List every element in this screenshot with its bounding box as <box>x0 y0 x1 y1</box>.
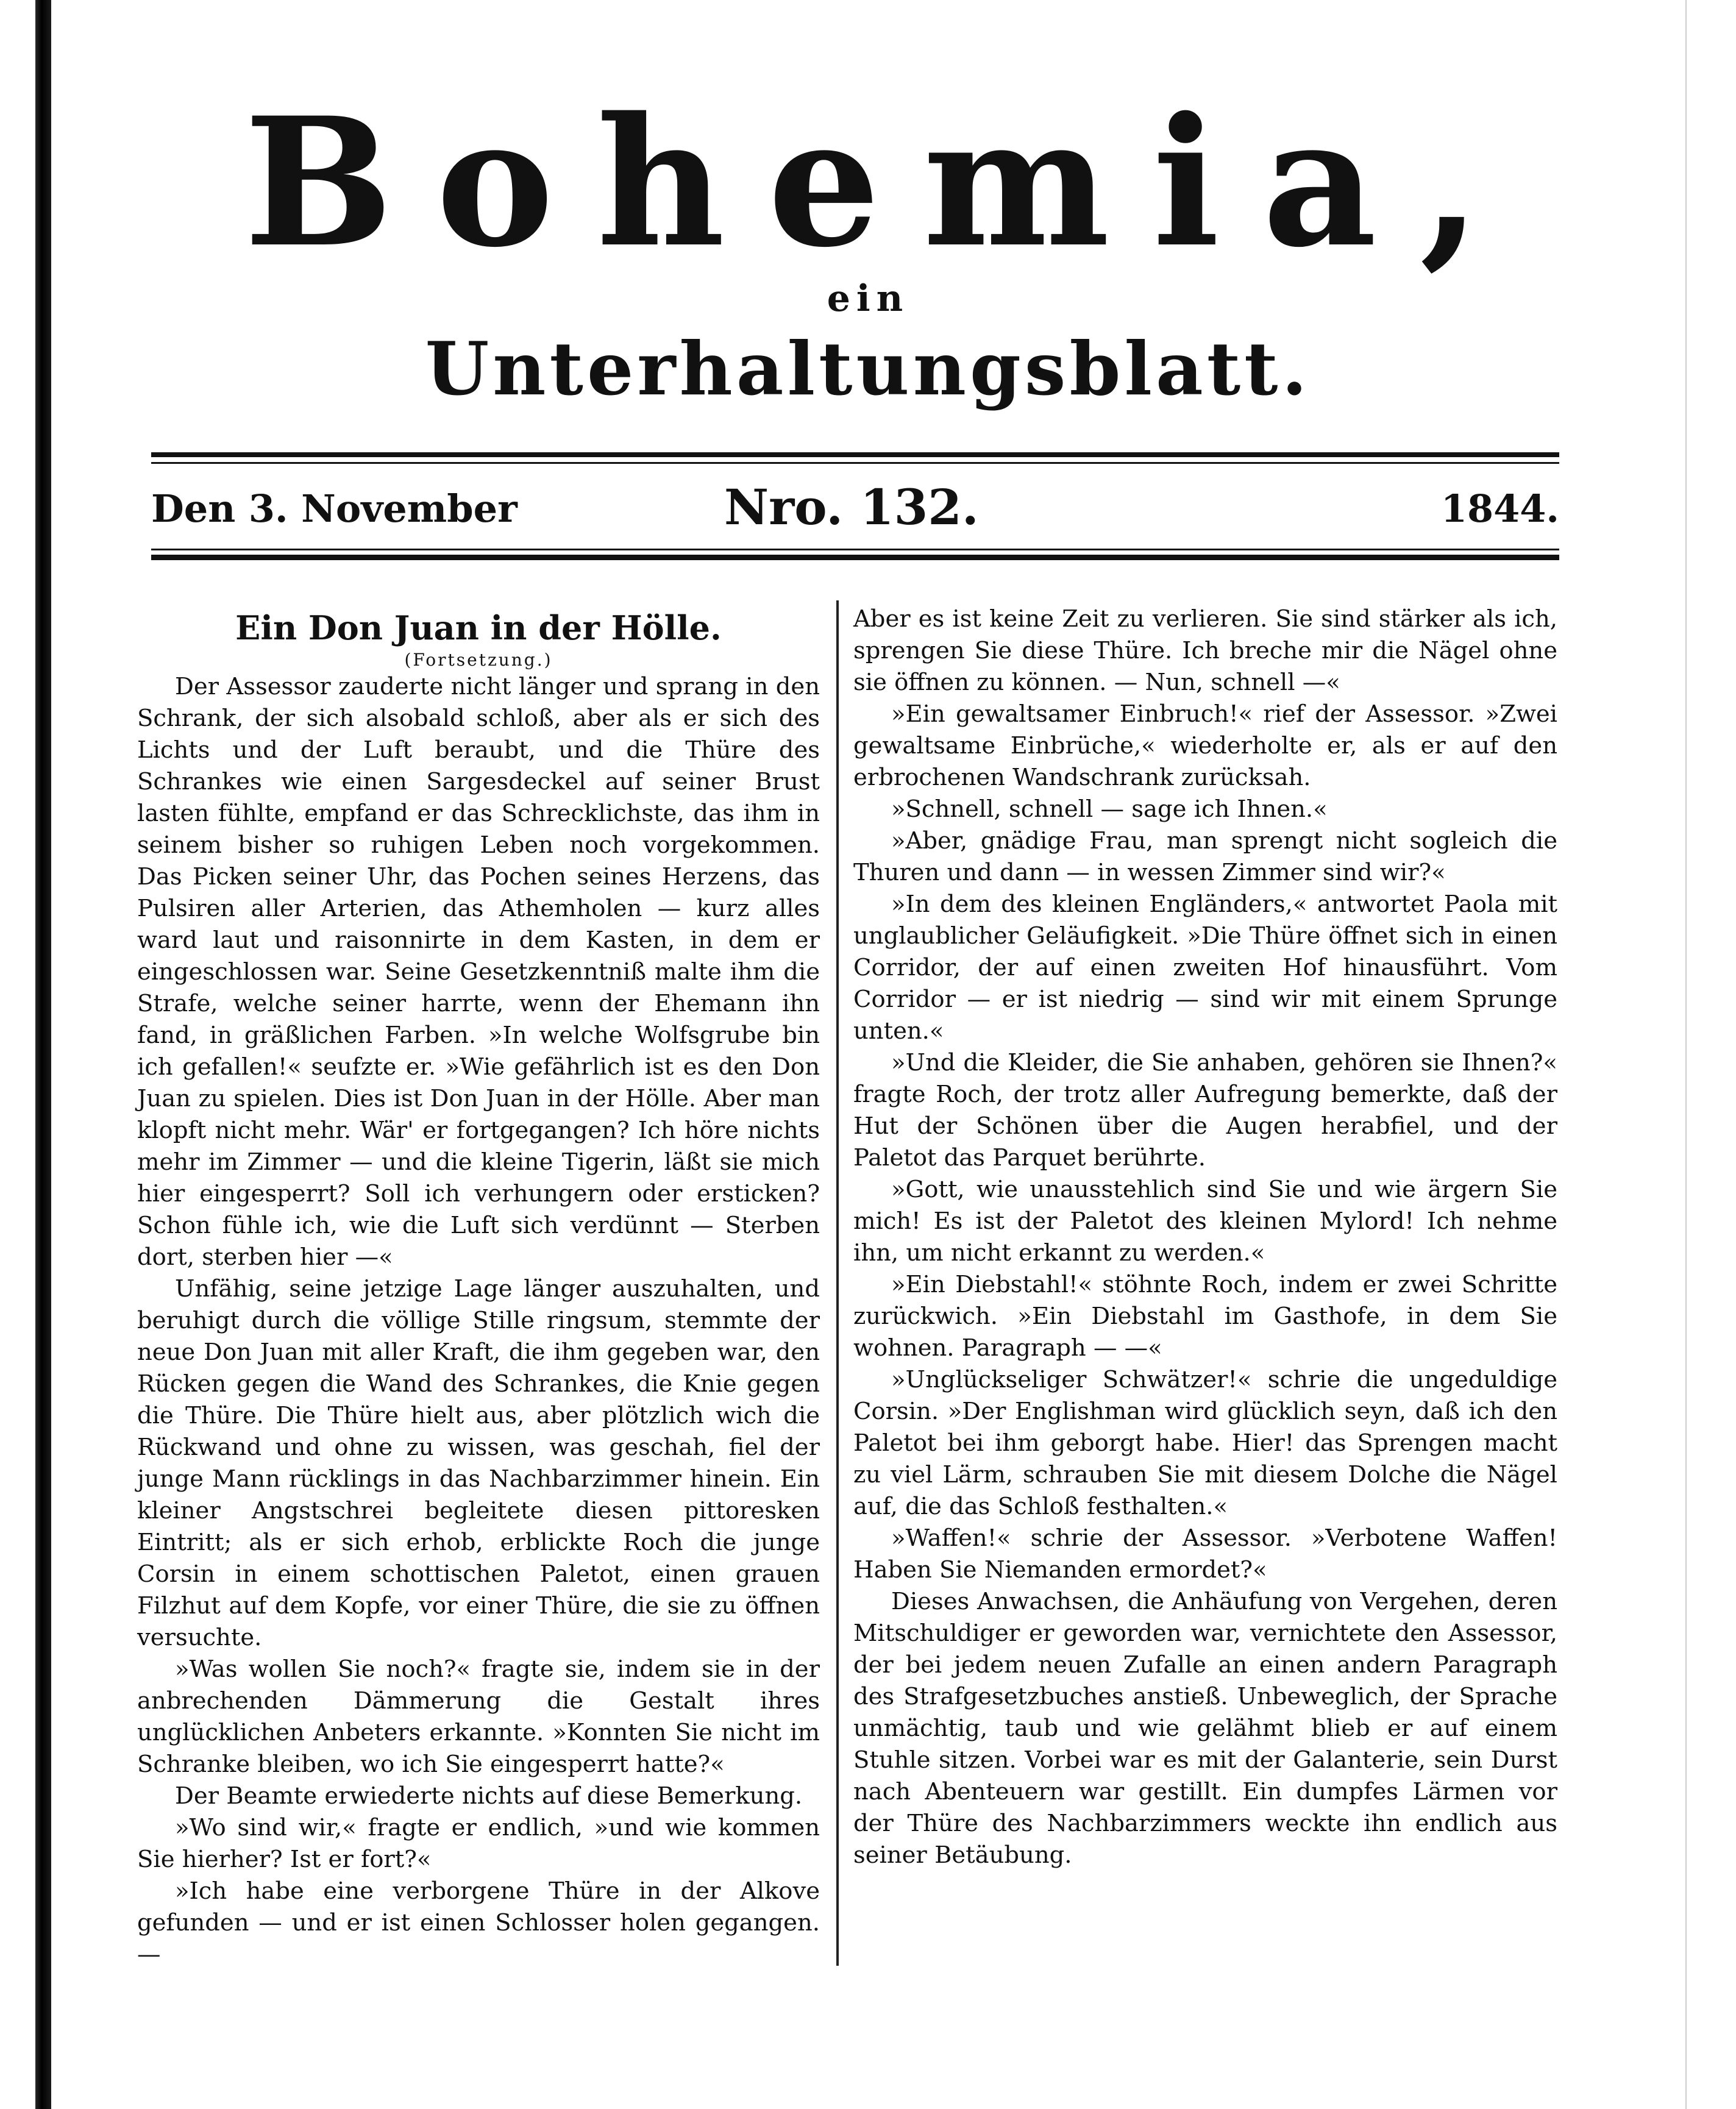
paragraph: »Gott, wie unausstehlich sind Sie und wie ärgern Sie mich! Es ist der Paletot des kleinen Mylord! Ich nehme ihn, um nicht erkannt zu werden.« <box>853 1176 1557 1267</box>
paragraph: Unfähig, seine jetzige Lage länger auszuhalten, und beruhigt durch die völlige Stille ringsum, stemmte der neue Don Juan mit aller Kraft, die ihm gegeben war, den Rücken gegen die Wand des Schrankes, die Knie gegen die Thüre. Die Thüre hielt aus, aber plötzlich wich die Rückwand und ohne zu wissen, was geschah, fiel der junge Mann rücklings in das Nachbarzimmer hinein. Ein kleiner Angstschrei begleitete diesen pittoresken Eintritt; als er sich erhob, erblickte Roch die junge Corsin in einem schottischen Paletot, einen grauen Filzhut auf dem Kopfe, vor einer Thüre, die sie zu öffnen versuchte. <box>137 1275 820 1651</box>
paragraph: »Aber, gnädige Frau, man sprengt nicht sogleich die Thuren und dann — in wessen Zimmer sind wir?« <box>853 827 1557 886</box>
paragraph: »Waffen!« schrie der Assessor. »Verbotene Waffen! Haben Sie Niemanden ermordet?« <box>853 1524 1557 1584</box>
article-continuation: (Fortsetzung.) <box>404 650 553 670</box>
article-title: Ein Don Juan in der Hölle. <box>235 608 722 647</box>
bottom-rule-thick <box>151 555 1559 560</box>
paragraph: Aber es ist keine Zeit zu verlieren. Sie sind stärker als ich, sprengen Sie diese Thüre. Ich breche mir die Nägel ohne sie öffnen zu können. — Nun, schnell —« <box>853 605 1557 696</box>
paragraph: »Schnell, schnell — sage ich Ihnen.« <box>891 795 1328 823</box>
issue-year: 1844. <box>1440 486 1559 531</box>
paragraph: Dieses Anwachsen, die Anhäufung von Vergehen, deren Mitschuldiger er geworden war, vernichtete den Assessor, der bei jedem neuen Zufalle an einen andern Paragraph des Strafgesetzbuches anstieß. Unbeweglich, der Sprache unmächtig, taub und wie gelähmt blieb er auf einem Stuhle sitzen. Vorbei war es mit der Galanterie, sein Durst nach Abenteuern war gestillt. Ein dumpfes Lärmen vor der Thüre des Nachbarzimmers weckte ihn endlich aus seiner Betäubung. <box>853 1588 1557 1869</box>
paragraph: »Und die Kleider, die Sie anhaben, gehören sie Ihnen?« fragte Roch, der trotz aller Aufregung bemerkte, daß der Hut der Schönen über die Augen herabfiel, und der Paletot das Parquet berührte. <box>853 1049 1557 1172</box>
article-left-column <box>137 606 820 1971</box>
bottom-rule-thin <box>151 549 1559 550</box>
paragraph: »Unglückseliger Schwätzer!« schrie die ungeduldige Corsin. »Der Englishman wird glücklich seyn, daß ich den Paletot bei ihm geborgt habe. Hier! das Sprengen macht zu viel Lärm, schrauben Sie mit diesem Dolche die Nägel auf, die das Schloß festhalten.« <box>853 1366 1557 1520</box>
masthead-subtitle: Unterhaltungsblatt. <box>425 326 1311 412</box>
masthead-ein: ein <box>827 277 909 320</box>
issue-number <box>724 478 979 536</box>
issue-number-prefix: Nro. <box>724 478 844 536</box>
dateline <box>151 475 1559 542</box>
paragraph: »Ein gewaltsamer Einbruch!« rief der Assessor. »Zwei gewaltsame Einbrüche,« wiederholte er, als er auf den erbrochenen Wandschrank zurücksah. <box>853 700 1557 791</box>
issue-number-value: 132. <box>859 478 979 536</box>
issue-date: Den 3. November <box>151 486 518 531</box>
paragraph: »Ich habe eine verborgene Thüre in der Alkove gefunden — und er ist einen Schlosser holen gegangen. — <box>137 1877 820 1968</box>
top-rule-thick <box>151 452 1559 457</box>
column-divider <box>836 600 839 1966</box>
paragraph: Der Beamte erwiederte nichts auf diese Bemerkung. <box>175 1782 803 1810</box>
paragraph: »Ein Diebstahl!« stöhnte Roch, indem er zwei Schritte zurückwich. »Ein Diebstahl im Gasthofe, in dem Sie wohnen. Paragraph — —« <box>853 1271 1557 1362</box>
top-rule-thin <box>151 462 1559 464</box>
paragraph: »Wo sind wir,« fragte er endlich, »und wie kommen Sie hierher? Ist er fort?« <box>137 1814 820 1873</box>
paragraph: »Was wollen Sie noch?« fragte sie, indem sie in der anbrechenden Dämmerung die Gestalt ihres unglücklichen Anbeters erkannte. »Konnten Sie nicht im Schranke bleiben, wo ich Sie eingesperrt hatte?« <box>137 1656 820 1778</box>
masthead-title: Bohemia, <box>244 79 1524 286</box>
article-right-column <box>853 603 1557 1871</box>
paragraph: »In dem des kleinen Engländers,« antwortet Paola mit unglaublicher Geläufigkeit. »Die Thüre öffnet sich in einen Corridor, der auf einen zweiten Hof hinausführt. Vom Corridor — er ist niedrig — sind wir mit einem Sprunge unten.« <box>853 891 1557 1045</box>
paragraph: Der Assessor zauderte nicht länger und sprang in den Schrank, der sich alsobald schloß, aber als er sich des Lichts und der Luft beraubt, und die Thüre des Schrankes wie einen Sargesdeckel auf seiner Brust lasten fühlte, empfand er das Schrecklichste, das ihm in seinem bisher so ruhigen Leben noch vorgekommen. Das Picken seiner Uhr, das Pochen seines Herzens, das Pulsiren aller Arterien, das Athemholen — kurz alles ward laut und raisonnirte in dem Kasten, in dem er eingeschlossen war. Seine Gesetzkenntniß malte ihm die Strafe, welche seiner harrte, wenn der Ehemann ihn fand, in gräßlichen Farben. »In welche Wolfsgrube bin ich gefallen!« seufzte er. »Wie gefährlich ist es den Don Juan zu spielen. Dies ist Don Juan in der Hölle. Aber man klopft nicht mehr. Wär' er fortgegangen? Ich höre nichts mehr im Zimmer — und die kleine Tigerin, läßt sie mich hier eingesperrt? Soll ich verhungern oder ersticken? Schon fühle ich, wie die Luft sich verdünnt — Sterben dort, sterben hier —« <box>137 673 820 1271</box>
